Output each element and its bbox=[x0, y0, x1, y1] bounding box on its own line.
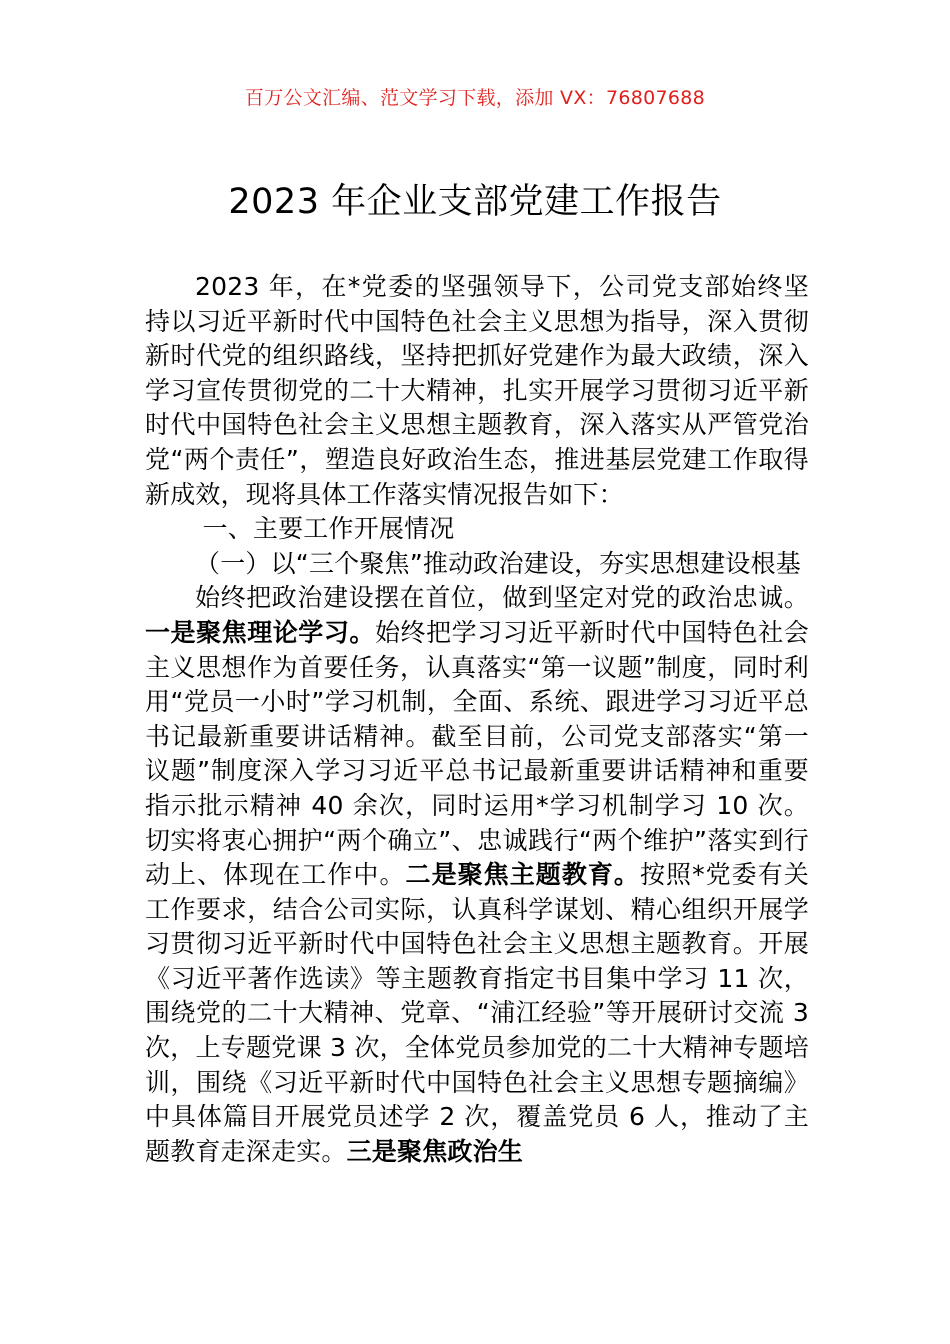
point-1-body: 始终把学习习近平新时代中国特色社会主义思想作为首要任务，认真落实“第一议题”制度，同时利用“党员一小时”学习机制，全面、系统、跟进学习习近平总书记最新重要讲话精神。截至目前，公司党支部落实“第一议题”制度深入学习习近平总书记最新重要讲话精神和重要指示批示精神 40 余次，同时运用*学习机制学习 10 次。切实将衷心拥护“两个确立”、忠诚践行“两个维护”落实到行动上、体现在工作中。 bbox=[145, 617, 809, 890]
point-1-title: 一是聚焦理论学习。 bbox=[145, 617, 375, 647]
point-3-title: 三是聚焦政治生 bbox=[346, 1136, 524, 1166]
section-heading: 一、主要工作开展情况 bbox=[202, 514, 455, 544]
subsection-heading: （一）以“三个聚焦”推动政治建设，夯实思想建设根基 bbox=[195, 548, 801, 578]
point-2-title: 二是聚焦主题教育。 bbox=[405, 860, 640, 890]
point-2-body: 按照*党委有关工作要求，结合公司实际，认真科学谋划、精心组织开展学习贯彻习近平新时代中国特色社会主义思想主题教育。开展《习近平著作选读》等主题教育指定书目集中学习 11 次，围绕党的二十大精神、党章、“浦江经验”等开展研讨交流 3 次，上专题党课 3 次，全体党员参加党的二十大精神专题培训，围绕《习近平新时代中国特色社会主义思想专题摘编》中具体篇目开展党员述学 2 次，覆盖党员 6 人，推动了主题教育走深走实。 bbox=[145, 860, 809, 1166]
download-notice: 百万公文汇编、范文学习下载，添加 VX：76807688 bbox=[244, 87, 706, 109]
body-paragraph bbox=[145, 581, 809, 1169]
intro-paragraph: 2023 年，在*党委的坚强领导下，公司党支部始终坚持以习近平新时代中国特色社会主义思想为指导，深入贯彻新时代党的组织路线，坚持把抓好党建作为最大政绩，深入学习宣传贯彻党的二十大精神，扎实开展学习贯彻习近平新时代中国特色社会主义思想主题教育，深入落实从严管党治党“两个责任”，塑造良好政治生态，推进基层党建工作取得新成效，现将具体工作落实情况报告如下： bbox=[145, 272, 809, 509]
document-title: 2023 年企业支部党建工作报告 bbox=[228, 182, 722, 222]
document-body bbox=[145, 270, 809, 1169]
paragraph-lead: 始终把政治建设摆在首位，做到坚定对党的政治忠诚。 bbox=[195, 583, 809, 613]
